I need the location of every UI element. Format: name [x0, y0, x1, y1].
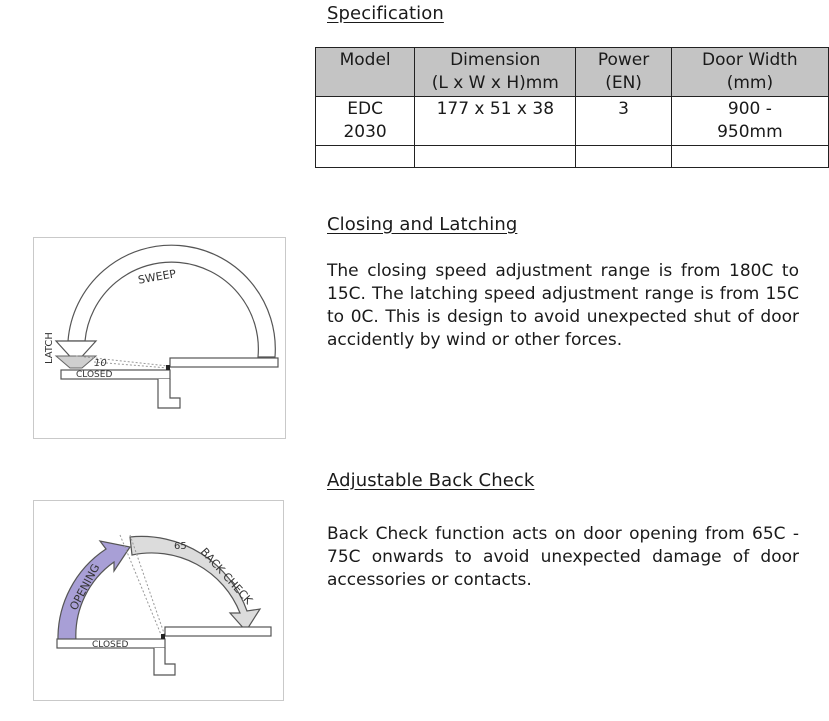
cell-door-width: 900 - 950mm — [671, 97, 828, 146]
sweep-label: SWEEP — [137, 267, 178, 287]
door-open — [170, 358, 278, 367]
back-check-heading: Adjustable Back Check — [327, 470, 535, 491]
closed-label: CLOSED — [92, 640, 129, 650]
closing-latching-svg — [34, 238, 285, 438]
opening-label: OPENING — [67, 561, 103, 613]
cell-empty — [671, 146, 828, 168]
specification-heading: Specification — [327, 3, 444, 24]
hinge — [161, 634, 165, 639]
closing-latching-text: The closing speed adjustment range is from 180C to 15C. The latching speed adjustment range is from 15C to 0C. This is design to avoid unexpected shut of door accidently by wind or other forces. — [327, 261, 799, 350]
cell-power: 3 — [576, 97, 671, 146]
cell-dimension: 177 x 51 x 38 — [415, 97, 576, 146]
hinge — [166, 365, 170, 370]
table-row — [316, 97, 829, 146]
back-check-label: BACK CHECK — [197, 545, 255, 607]
latch-label: LATCH — [44, 332, 55, 364]
header-model: Model — [316, 48, 415, 97]
cell-empty — [316, 146, 415, 168]
specification-table — [315, 47, 829, 168]
angle-label: 65 — [174, 541, 187, 552]
door-frame — [158, 379, 180, 408]
closed-label: CLOSED — [76, 370, 113, 380]
door-frame — [154, 648, 175, 675]
header-door-width: Door Width (mm) — [671, 48, 828, 97]
header-dimension: Dimension (L x W x H)mm — [415, 48, 576, 97]
header-power: Power (EN) — [576, 48, 671, 97]
closing-latching-diagram — [33, 237, 286, 439]
cell-model: EDC 2030 — [316, 97, 415, 146]
back-check-diagram — [33, 500, 284, 701]
table-header-row — [316, 48, 829, 97]
sweep-arrow — [68, 245, 275, 357]
latch-zone — [56, 356, 96, 368]
angle-label: 10 — [94, 358, 107, 369]
opening-arrow — [58, 541, 130, 641]
back-check-text: Back Check function acts on door opening from 65C - 75C onwards to avoid unexpected damage of door accessories or contacts. — [327, 524, 799, 590]
door-open — [165, 627, 271, 636]
closing-latching-heading: Closing and Latching — [327, 214, 518, 235]
back-check-svg — [34, 501, 283, 700]
table-row — [316, 146, 829, 168]
cell-empty — [415, 146, 576, 168]
cell-empty — [576, 146, 671, 168]
